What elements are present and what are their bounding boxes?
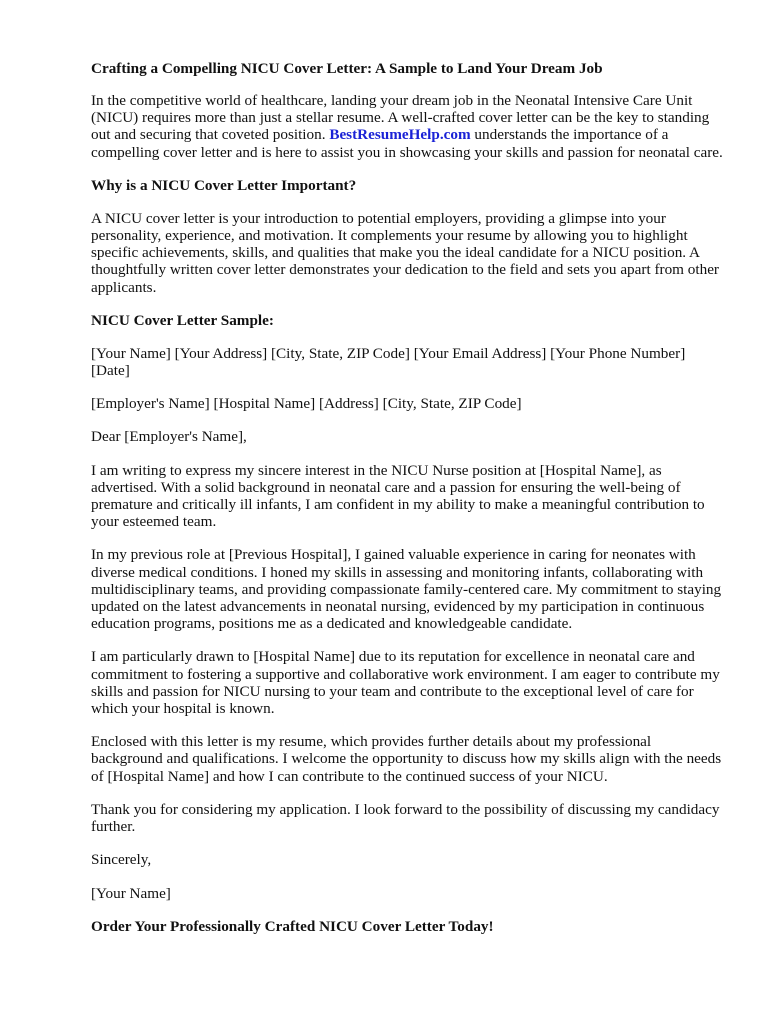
signature: [Your Name] [91,884,171,902]
letter-paragraph-1: I am writing to express my sincere interest in the NICU Nurse position at [Hospital Name], as advertised. With a solid background in neonatal care and a passion for ensuring the well-being of premature and critically ill infants, I am confident in my ability to make a meaningful contribution to your esteemed team. [91,461,705,531]
letter-paragraph-2: In my previous role at [Previous Hospital], I gained valuable experience in caring for neonates with diverse medical conditions. I honed my skills in assessing and monitoring infants, collaborating with multidisciplinary teams, and providing compassionate family-centered care. My commitment to staying updated on the latest advancements in neonatal nursing, evidenced by my participation in continuous education programs, positions me as a dedicated and knowledgeable candidate. [91,546,722,633]
bestresumehelp-link[interactable]: BestResumeHelp.com [329,126,471,144]
intro-text-before-link: In the competitive world of healthcare, landing your dream job in the Neonatal Intensive Care Unit (NICU) requires more than just a stellar resume. A well-crafted cover letter can be the key to standing out and securing that coveted position. [91,92,710,144]
why-heading: Why is a NICU Cover Letter Important? [91,176,357,194]
page-title: Crafting a Compelling NICU Cover Letter: A Sample to Land Your Dream Job [91,60,603,77]
employer-block: [Employer's Name] [Hospital Name] [Address] [City, State, ZIP Code] [91,395,522,413]
cta-heading: Order Your Professionally Crafted NICU Cover Letter Today! [91,917,494,935]
document-body [91,60,723,952]
sender-block: [Your Name] [Your Address] [City, State, ZIP Code] [Your Email Address] [Your Phone Number] [Date] [91,344,686,380]
letter-paragraph-4: Enclosed with this letter is my resume, which provides further details about my professional background and qualifications. I welcome the opportunity to discuss how my skills align with the needs of [Hospital Name] and how I can contribute to the continued success of your NICU. [91,733,722,785]
letter-paragraph-3: I am particularly drawn to [Hospital Name] due to its reputation for excellence in neonatal care and commitment to fostering a supportive and collaborative work environment. I am eager to contribute my skills and passion for NICU nursing to your team and contribute to the exceptional level of care for which your hospital is known. [91,648,720,718]
why-paragraph: A NICU cover letter is your introduction to potential employers, providing a glimpse into your personality, experience, and motivation. It complements your resume by allowing you to highlight specific achievements, skills, and qualities that make you the ideal candidate for a NICU position. A thoughtfully written cover letter demonstrates your dedication to the field and sets you apart from other applicants. [91,209,719,296]
salutation: Dear [Employer's Name], [91,428,247,446]
letter-paragraph-5: Thank you for considering my application. I look forward to the possibility of discussing my candidacy further. [91,800,720,836]
closing: Sincerely, [91,851,152,869]
intro-text-after-link: understands the importance of a compelling cover letter and is here to assist you in showcasing your skills and passion for neonatal care. [91,126,723,161]
intro-paragraph [91,92,723,161]
sample-heading: NICU Cover Letter Sample: [91,311,274,329]
